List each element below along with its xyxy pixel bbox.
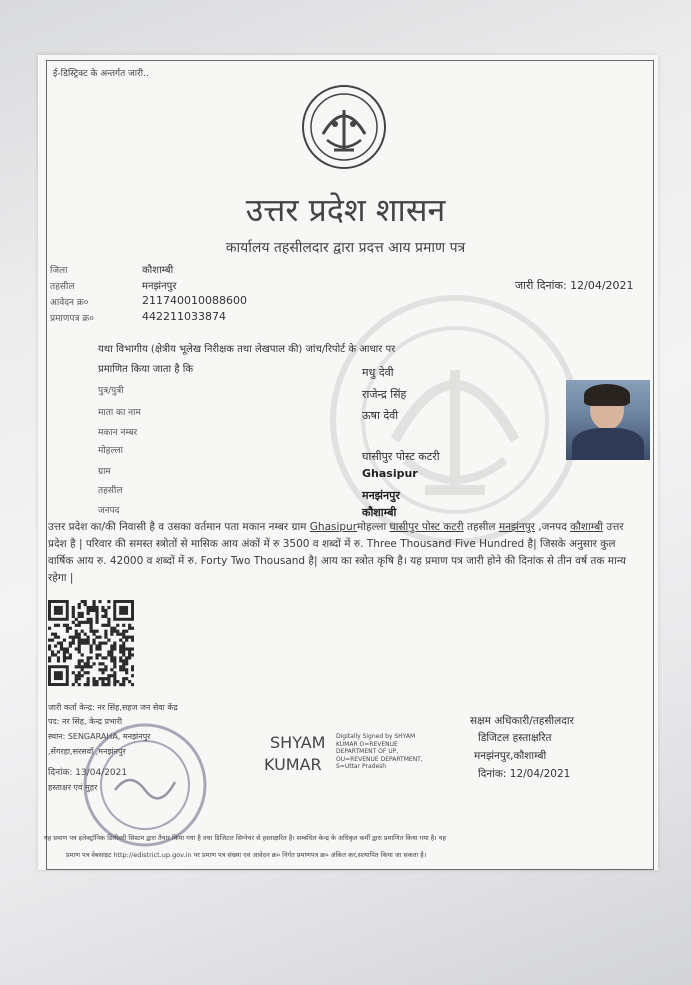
- issue-date: जारी दिनांक: 12/04/2021: [515, 279, 634, 292]
- certificate-paragraph: [48, 519, 638, 587]
- certificate-label: प्रमाणपत्र क्र०: [50, 314, 94, 324]
- para-janpad: कौशाम्बी: [570, 521, 603, 533]
- authority-date: दिनांक: 12/04/2021: [478, 768, 571, 780]
- qr-code: [48, 600, 134, 690]
- authority-digital: डिजिटल हस्ताक्षरित: [478, 732, 552, 744]
- top-note: ई-डिस्ट्रिक्ट के अन्तर्गत जारी..: [53, 69, 149, 79]
- tehsil-label: तहसील: [50, 282, 75, 292]
- para-text-1: उत्तर प्रदेश का/की निवासी है व उसका वर्तमान पता मकान नम्बर ग्राम: [48, 521, 310, 533]
- para-text-4: ,जनपद: [534, 521, 571, 533]
- para-text-2: मोहल्ला: [357, 521, 390, 533]
- village-value: Ghasipur: [362, 467, 418, 480]
- tehsil-value: मनझंनपुर: [142, 281, 177, 292]
- para-text-5: उत्तर प्रदेश है | परिवार की समस्त स्त्रोतों से मासिक आय अंकों में रु 3500 व शब्दों में रु. Three Thousand Five Hundred है| जिसके अनुसार कुल वार्षिक आय रु. 42000 व शब्दों में रु. Forty Two Thousand है| आय का स्त्रोत कृषि है। यह प्रमाण पत्र जारी होने की दिनांक से तीन वर्ष तक मान्य रहेगा |: [48, 521, 626, 584]
- janpad-label: जनपद: [98, 506, 120, 516]
- para-village: Ghasipur: [309, 521, 358, 533]
- footer-line-2: प्रमाण पत्र वेबसाइट http://edistrict.up.gov.in पर प्रमाण पत्र संख्या एवं आवेदन क्र० निर्गत प्रमाणपत्र क्र० अंकित कर,सत्यापित किया जा सकता है।: [66, 851, 427, 859]
- issuer-place-2: ,सेंगरहा,सरसवाँ ,मनझंनपुर: [48, 747, 126, 756]
- issuer-place: स्थान: SENGARAHA, मनझंनपुर: [48, 732, 151, 741]
- district-value: कौशाम्बी: [142, 265, 174, 276]
- village-label: ग्राम: [98, 467, 111, 477]
- issuer-sign-label: हस्ताक्षर एवं मुहर: [48, 783, 98, 792]
- up-emblem-icon: [301, 84, 387, 170]
- intro-line-2: प्रमाणित किया जाता है कि: [98, 364, 194, 375]
- district-label: जिला: [50, 266, 68, 276]
- janpad-value: कौशाम्बी: [362, 506, 397, 519]
- certificate-number: 442211033874: [142, 310, 226, 323]
- son-daughter-label: पुत्र/पुत्री: [98, 386, 124, 396]
- field-tehsil-label: तहसील: [98, 486, 123, 496]
- father-name: राजेन्द्र सिंह: [362, 388, 407, 401]
- applicant-photo: [566, 380, 650, 460]
- mother-label: माता का नाम: [98, 408, 141, 418]
- holder-name: मधु देवी: [362, 366, 394, 379]
- para-text-3: तहसील: [463, 521, 499, 533]
- page-title: उत्तर प्रदेश शासन: [245, 191, 446, 229]
- page-subtitle: कार्यालय तहसीलदार द्वारा प्रदत्त आय प्रमाण पत्र: [225, 240, 466, 256]
- application-number: 211740010088600: [142, 294, 247, 307]
- para-mohalla: घासीपुर पोस्ट कटरी: [389, 521, 464, 533]
- issuer-center: जारी कर्ता केन्द्र: नर सिंह,सहज जन सेवा केंद्र: [48, 703, 178, 712]
- field-tehsil-value: मनझंनपुर: [362, 489, 400, 502]
- authority-title: सक्षम अधिकारी/तहसीलदार: [470, 715, 574, 727]
- signer-name-line-1: SHYAM: [270, 733, 326, 752]
- mohalla-value: घासीपुर पोस्ट कटरी: [362, 450, 440, 463]
- mohalla-label: मोहल्ला: [98, 446, 123, 456]
- digital-signature-note: Digitally Signed by SHYAM KUMAR O=REVENUE DEPARTMENT OF UP, OU=REVENUE DEPARTMENT, S=Uttar Pradesh: [336, 733, 423, 770]
- round-stamp-icon: [80, 720, 210, 850]
- signer-name-line-2: KUMAR: [264, 755, 322, 774]
- para-tehsil: मनझंनपुर: [498, 521, 535, 533]
- intro-line-1: यथा विभागीय (क्षेत्रीय भूलेख निरीक्षक तथा लेखपाल की) जांच/रिपोर्ट के आधार पर: [98, 344, 396, 355]
- application-label: आवेदन क्र०: [50, 298, 89, 308]
- issuer-post: पद: नर सिंह, केन्द्र प्रभारी: [48, 717, 123, 726]
- issuer-date: दिनांक: 13/04/2021: [48, 768, 128, 778]
- house-label: मकान नम्बर: [98, 428, 138, 438]
- mother-name: ऊषा देवी: [362, 409, 399, 422]
- footer-line-1: यह प्रमाण पत्र इलेक्ट्रॉनिक डिलीवरी सिस्टम द्वारा तैयार किया गया है तथा डिजिटल सिग्नेचर से हस्ताक्षरित है। सम्बंधित केन्द्र के अधिकृत कर्मी द्वारा प्रमाणित किया गया है। यह: [44, 834, 446, 842]
- authority-place: मनझंनपुर,कौशाम्बी: [474, 750, 547, 762]
